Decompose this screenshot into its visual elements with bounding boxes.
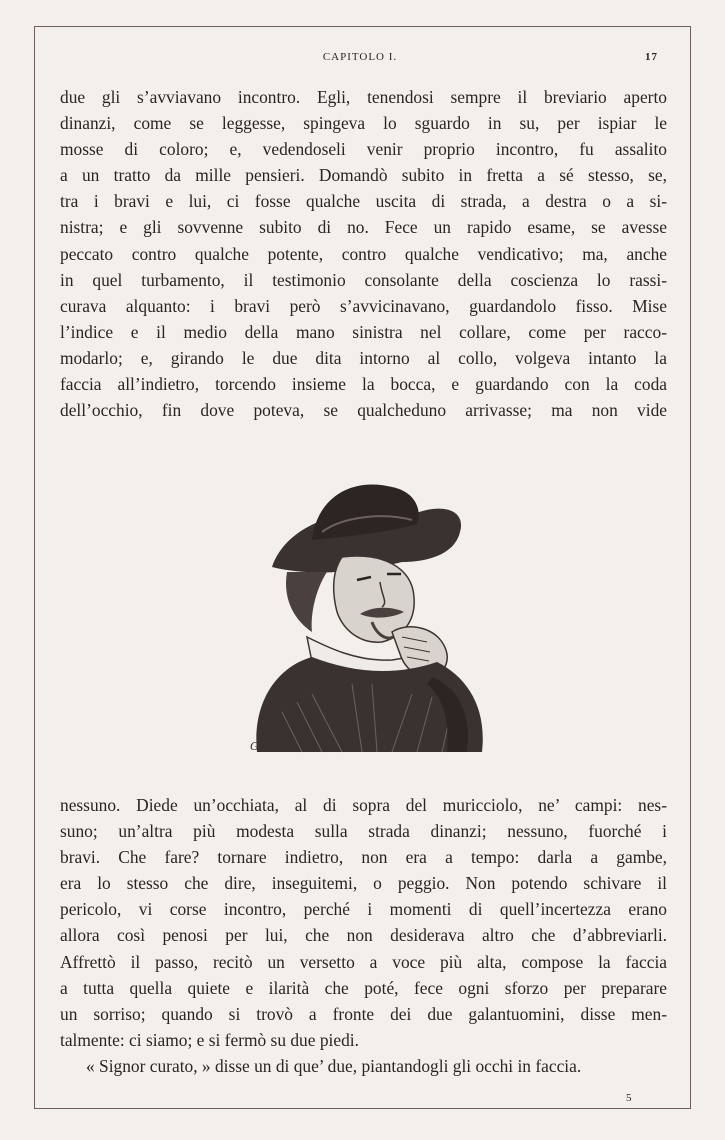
dialogue-line: « Signor curato, » disse un di que’ due, piantandogli gli occhi in faccia. (86, 1056, 582, 1076)
text-line: faccia all’indietro, torcendo insieme la bocca, e guardando con la coda (60, 374, 667, 395)
text-line: nessuno. Diede un’occhiata, al di sopra del muricciolo, ne’ campi: nes- (60, 795, 667, 815)
text-line: Affrettò il passo, recitò un versetto a voce più alta, compose la faccia (60, 951, 667, 972)
engraved-portrait-man-with-hat-icon (232, 462, 502, 762)
text-line: a un tratto da mille pensieri. Domandò subito in fretta a sé stesso, se, (60, 165, 667, 186)
text-line: a tutta quella quiete e ilarità che poté, fece ogni sforzo per preparare (60, 977, 667, 998)
paragraph-1 (60, 84, 667, 423)
text-line: l’indice e il medio della mano sinistra nel collare, come per racco- (60, 321, 667, 342)
text-line: talmente: ci siamo; e si fermò su due piedi. (60, 1029, 359, 1050)
text-line: modarlo; e, girando le due dita intorno al collo, volgeva intanto la (60, 347, 667, 368)
text-line: due gli s’avviavano incontro. Egli, tenendosi sempre il breviario aperto (60, 87, 667, 107)
text-line: peccato contro qualche potente, contro qualche vendicativo; ma, anche (60, 243, 667, 264)
text-line: allora così penosi per lui, che non desiderava altro che d’abbreviarli. (60, 925, 667, 946)
page-number: 17 (645, 51, 658, 63)
text-line: pericolo, vi corse incontro, perché i momenti di quell’incertezza erano (60, 899, 667, 920)
text-line: curava alquanto: i bravi però s’avvicinavano, guardandolo fisso. Mise (60, 295, 667, 316)
running-title: CAPITOLO I. (322, 51, 398, 63)
text-line: nistra; e gli sovvenne subito di no. Fece un rapido esame, se avesse (60, 217, 667, 238)
text-line: un sorriso; quando si trovò a fronte dei due galantuomini, disse men- (60, 1003, 667, 1024)
running-header (60, 51, 660, 71)
text-line: in quel turbamento, il testimonio consolante della coscienza lo rassi- (60, 269, 667, 290)
text-line: dell’occhio, fin dove poteva, se qualcheduno arrivasse; ma non vide (60, 400, 667, 421)
text-line: bravi. Che fare? tornare indietro, non era a tempo: darla a gambe, (60, 847, 667, 868)
text-line: era lo stesso che dire, inseguitemi, o peggio. Non potendo schivare il (60, 873, 667, 894)
paragraph-3 (60, 1053, 667, 1079)
signature-folio: 5 (626, 1092, 632, 1104)
engraver-signature: Gonin (250, 740, 284, 753)
text-line: tra i bravi e lui, ci fosse qualche uscita di strada, a destra o a si- (60, 191, 667, 212)
paragraph-2 (60, 792, 667, 1053)
text-line: mosse di coloro; e, vedendoseli venir proprio incontro, fu assalito (60, 139, 667, 160)
text-line: dinanzi, come se leggesse, spingeva lo sguardo in su, per ispiar le (60, 113, 667, 134)
text-line: suno; un’altra più modesta sulla strada dinanzi; nessuno, fuorché i (60, 821, 667, 842)
illustration-engraving (232, 462, 502, 762)
